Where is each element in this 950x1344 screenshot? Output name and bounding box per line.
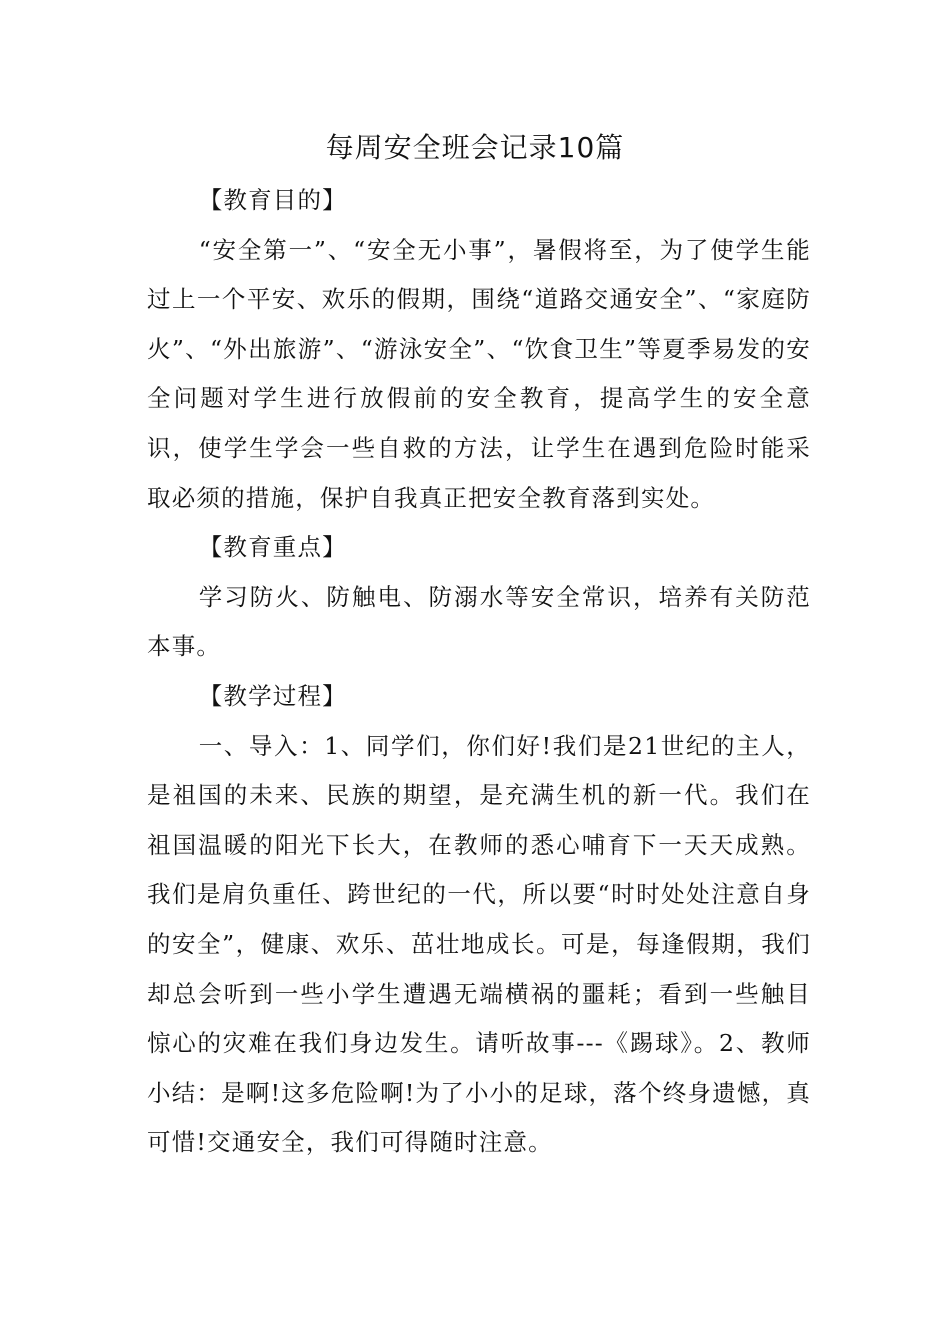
paragraph-process: 一、导入：1、同学们，你们好!我们是21世纪的主人，是祖国的未来、民族的期望，是充满生机的新一代。我们在祖国温暖的阳光下长大，在教师的悉心哺育下一天天成熟。我们是肩负重任、跨世纪的一代，所以要“时时处处注意自身的安全”，健康、欢乐、茁壮地成长。可是，每逢假期，我们却总会听到一些小学生遭遇无端横祸的噩耗；看到一些触目惊心的灾难在我们身边发生。请听故事---《踢球》。2、教师小结：是啊!这多危险啊!为了小小的足球，落个终身遗憾，真可惜!交通安全，我们可得随时注意。 (147, 731, 811, 1157)
document-title: 每周安全班会记录10篇 (325, 131, 625, 164)
paragraph-focus: 学习防火、防触电、防溺水等安全常识，培养有关防范本事。 (147, 582, 811, 661)
section-heading-process: 【教学过程】 (198, 681, 347, 710)
section-heading-purpose: 【教育目的】 (198, 186, 347, 214)
paragraph-purpose: “安全第一”、“安全无小事”，暑假将至，为了使学生能过上一个平安、欢乐的假期，围绕“道路交通安全”、“家庭防火”、“外出旅游”、“游泳安全”、“饮食卫生”等夏季易发的安全问题对学生进行放假前的安全教育，提高学生的安全意识，使学生学会一些自救的方法，让学生在遇到危险时能采取必须的措施，保护自我真正把安全教育落到实处。 (147, 235, 811, 512)
section-heading-focus: 【教育重点】 (198, 533, 347, 562)
document-body (147, 176, 811, 1168)
